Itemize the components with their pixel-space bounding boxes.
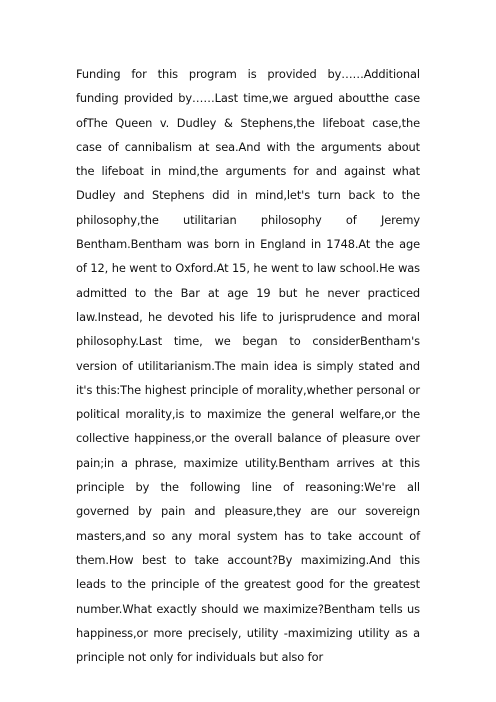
body-paragraph: Funding for this program is provided by……Additional funding provided by……Last time,we argued aboutthe case ofThe Queen v. Dudley & Stephens,the lifeboat case,the case of cannibalism at sea.And with the arguments about the lifeboat in mind,the arguments for and against what Dudley and Stephens did in mind,let's turn back to the philosophy,the utilitarian philosophy of Jeremy Bentham.Bentham was born in England in 1748.At the age of 12, he went to Oxford.At 15, he went to law school.He was admitted to the Bar at age 19 but he never practiced law.Instead, he devoted his life to jurisprudence and moral philosophy.Last time, we began to considerBentham's version of utilitarianism.The main idea is simply stated and it's this:The highest principle of morality,whether personal or political morality,is to maximize the general welfare,or the collective happiness,or the overall balance of pleasure over pain;in a phrase, maximize utility.Bentham arrives at this principle by the following line of reasoning:We're all governed by pain and pleasure,they are our sovereign masters,and so any moral system has to take account of them.How best to take account?By maximizing.And this leads to the principle of the greatest good for the greatest number.What exactly should we maximize?Bentham tells us happiness,or more precisely, utility -maximizing utility as a principle not only for individuals but also for: [76, 67, 420, 665]
